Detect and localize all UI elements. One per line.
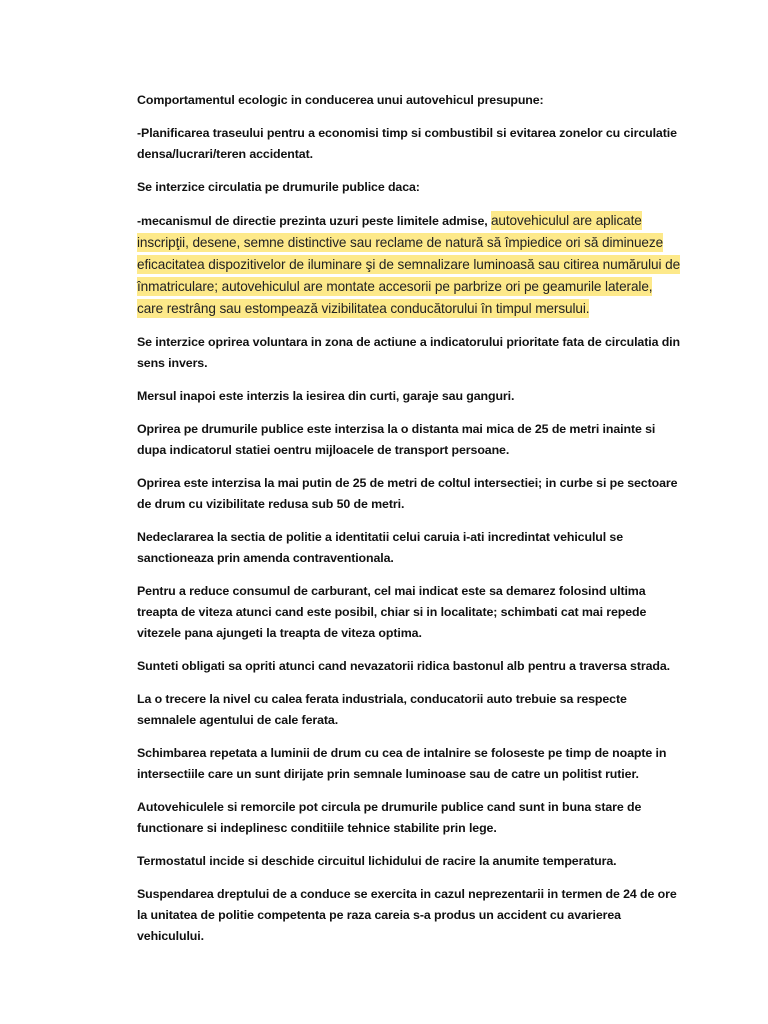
paragraph-lights: Schimbarea repetata a luminii de drum cu cea de intalnire se foloseste pe timp de noapte in intersectiile care un sunt dirijate prin semnale luminoase sau de catre un politist rutier.	[137, 746, 667, 781]
paragraph-thermostat: Termostatul incide si deschide circuitul lichidului de racire la anumite temperatura.	[137, 854, 617, 868]
paragraph-priority-stop: Se interzice oprirea voluntara in zona de actiune a indicatorului prioritate fata de circulatia din sens invers.	[137, 335, 680, 370]
paragraph-identity: Nedeclararea la sectia de politie a identitatii celui caruia i-ati incredintat vehiculul se sanctioneaza prin amenda contraventionala.	[137, 530, 624, 565]
paragraph-railway: La o trecere la nivel cu calea ferata industriala, conducatorii auto trebuie sa respecte semnalele agentului de cale ferata.	[137, 692, 627, 727]
paragraph-steering-and-highlight	[137, 210, 682, 320]
paragraph-intro: Comportamentul ecologic in conducerea unui autovehicul presupune:	[137, 93, 544, 107]
paragraph-blind: Sunteti obligati sa opriti atunci cand nevazatorii ridica bastonul alb pentru a traversa strada.	[137, 659, 670, 673]
paragraph-bus-stop: Oprirea pe drumurile publice este interzisa la o distanta mai mica de 25 de metri inainte si dupa indicatorul statiei oentru mijloacele de transport persoane.	[137, 422, 656, 457]
highlighted-text: autovehiculul are aplicate inscripţii, desene, semne distinctive sau reclame de natură să împiedice ori să diminueze eficacitatea dispozitivelor de iluminare şi de semnalizare luminoasă sau citirea numărului de înmatriculare; autovehiculul are montate accesorii pe parbrize ori pe geamurile laterale, care restrâng sau estompează vizibilitatea conducătorului în timpul mersului.	[137, 213, 681, 316]
bold-text: -mecanismul de directie prezinta uzuri peste limitele admise,	[137, 214, 488, 228]
paragraph-planning: -Planificarea traseului pentru a economisi timp si combustibil si evitarea zonelor cu circulatie densa/lucrari/teren accidentat.	[137, 126, 677, 161]
paragraph-suspension: Suspendarea dreptului de a conduce se exercita in cazul neprezentarii in termen de 24 de ore la unitatea de politie competenta pe raza careia s-a produs un accident cu avarierea vehiculului.	[137, 887, 677, 943]
document-body	[137, 90, 682, 959]
paragraph-vehicles: Autovehiculele si remorcile pot circula pe drumurile publice cand sunt in buna stare de functionare si indeplinesc conditiile tehnice stabilite prin lege.	[137, 800, 642, 835]
paragraph-fuel: Pentru a reduce consumul de carburant, cel mai indicat este sa demarez folosind ultima treapta de viteza atunci cand este posibil, chiar si in localitate; schimbati cat mai repede vitezele pana ajungeti la treapta de viteza optima.	[137, 584, 647, 640]
paragraph-prohibited-heading: Se interzice circulatia pe drumurile publice daca:	[137, 180, 420, 194]
paragraph-reverse: Mersul inapoi este interzis la iesirea din curti, garaje sau ganguri.	[137, 389, 515, 403]
paragraph-intersection: Oprirea este interzisa la mai putin de 25 de metri de coltul intersectiei; in curbe si pe sectoare de drum cu vizibilitate redusa sub 50 de metri.	[137, 476, 678, 511]
